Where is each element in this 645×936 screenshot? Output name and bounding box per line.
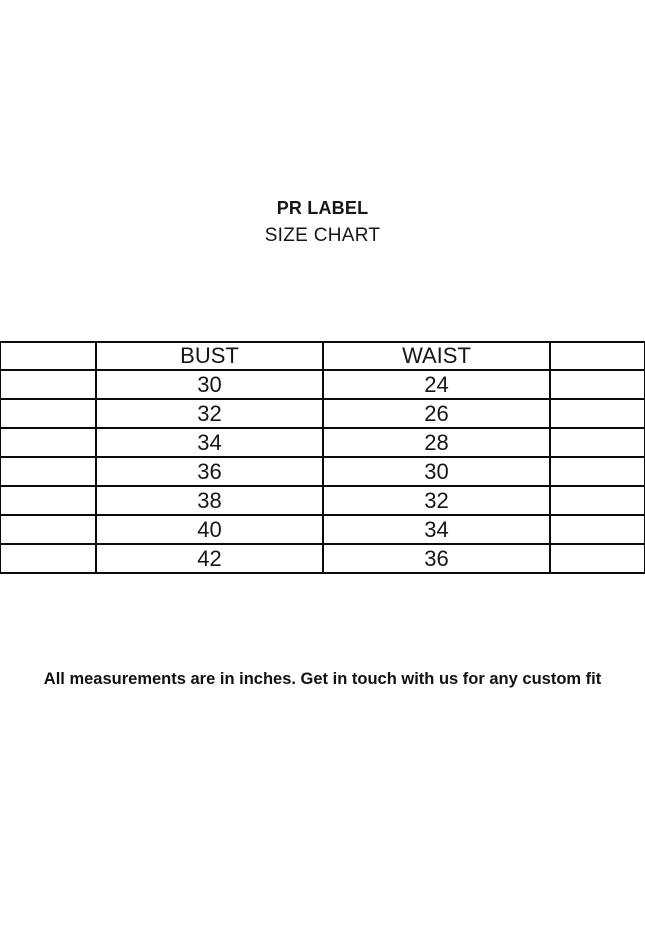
waist-value-cell: 26	[323, 399, 550, 428]
table-row	[0, 457, 645, 486]
table-row	[0, 428, 645, 457]
table-row	[0, 544, 645, 573]
table-header-row	[0, 342, 645, 370]
table-row	[0, 486, 645, 515]
column-header-bust: BUST	[96, 342, 323, 370]
hip-value-cell-cut	[550, 399, 645, 428]
waist-value-cell: 36	[323, 544, 550, 573]
bust-value-cell: 38	[96, 486, 323, 515]
column-header-waist: WAIST	[323, 342, 550, 370]
bust-value-cell: 34	[96, 428, 323, 457]
bust-value-cell: 36	[96, 457, 323, 486]
page-subtitle: SIZE CHART	[264, 225, 381, 246]
bust-value-cell: 32	[96, 399, 323, 428]
hip-value-cell-cut	[550, 370, 645, 399]
hip-value-cell-cut	[550, 428, 645, 457]
waist-value-cell: 24	[323, 370, 550, 399]
size-label-cell	[0, 515, 96, 544]
table-row	[0, 515, 645, 544]
size-chart-table	[0, 341, 645, 574]
size-label-cell	[0, 486, 96, 515]
bust-value-cell: 30	[96, 370, 323, 399]
hip-value-cell-cut	[550, 544, 645, 573]
table-row	[0, 370, 645, 399]
footer-note: All measurements are in inches. Get in touch with us for any custom fit	[43, 670, 602, 688]
bust-value-cell: 40	[96, 515, 323, 544]
waist-value-cell: 32	[323, 486, 550, 515]
bust-value-cell: 42	[96, 544, 323, 573]
waist-value-cell: 34	[323, 515, 550, 544]
column-header-left-cut	[0, 342, 96, 370]
hip-value-cell-cut	[550, 515, 645, 544]
size-label-cell	[0, 544, 96, 573]
hip-value-cell-cut	[550, 457, 645, 486]
size-label-cell	[0, 457, 96, 486]
size-label-cell	[0, 428, 96, 457]
hip-value-cell-cut	[550, 486, 645, 515]
table-row	[0, 399, 645, 428]
size-label-cell	[0, 370, 96, 399]
column-header-right-cut	[550, 342, 645, 370]
waist-value-cell: 28	[323, 428, 550, 457]
size-label-cell	[0, 399, 96, 428]
page-title: PR LABEL	[276, 198, 369, 218]
waist-value-cell: 30	[323, 457, 550, 486]
